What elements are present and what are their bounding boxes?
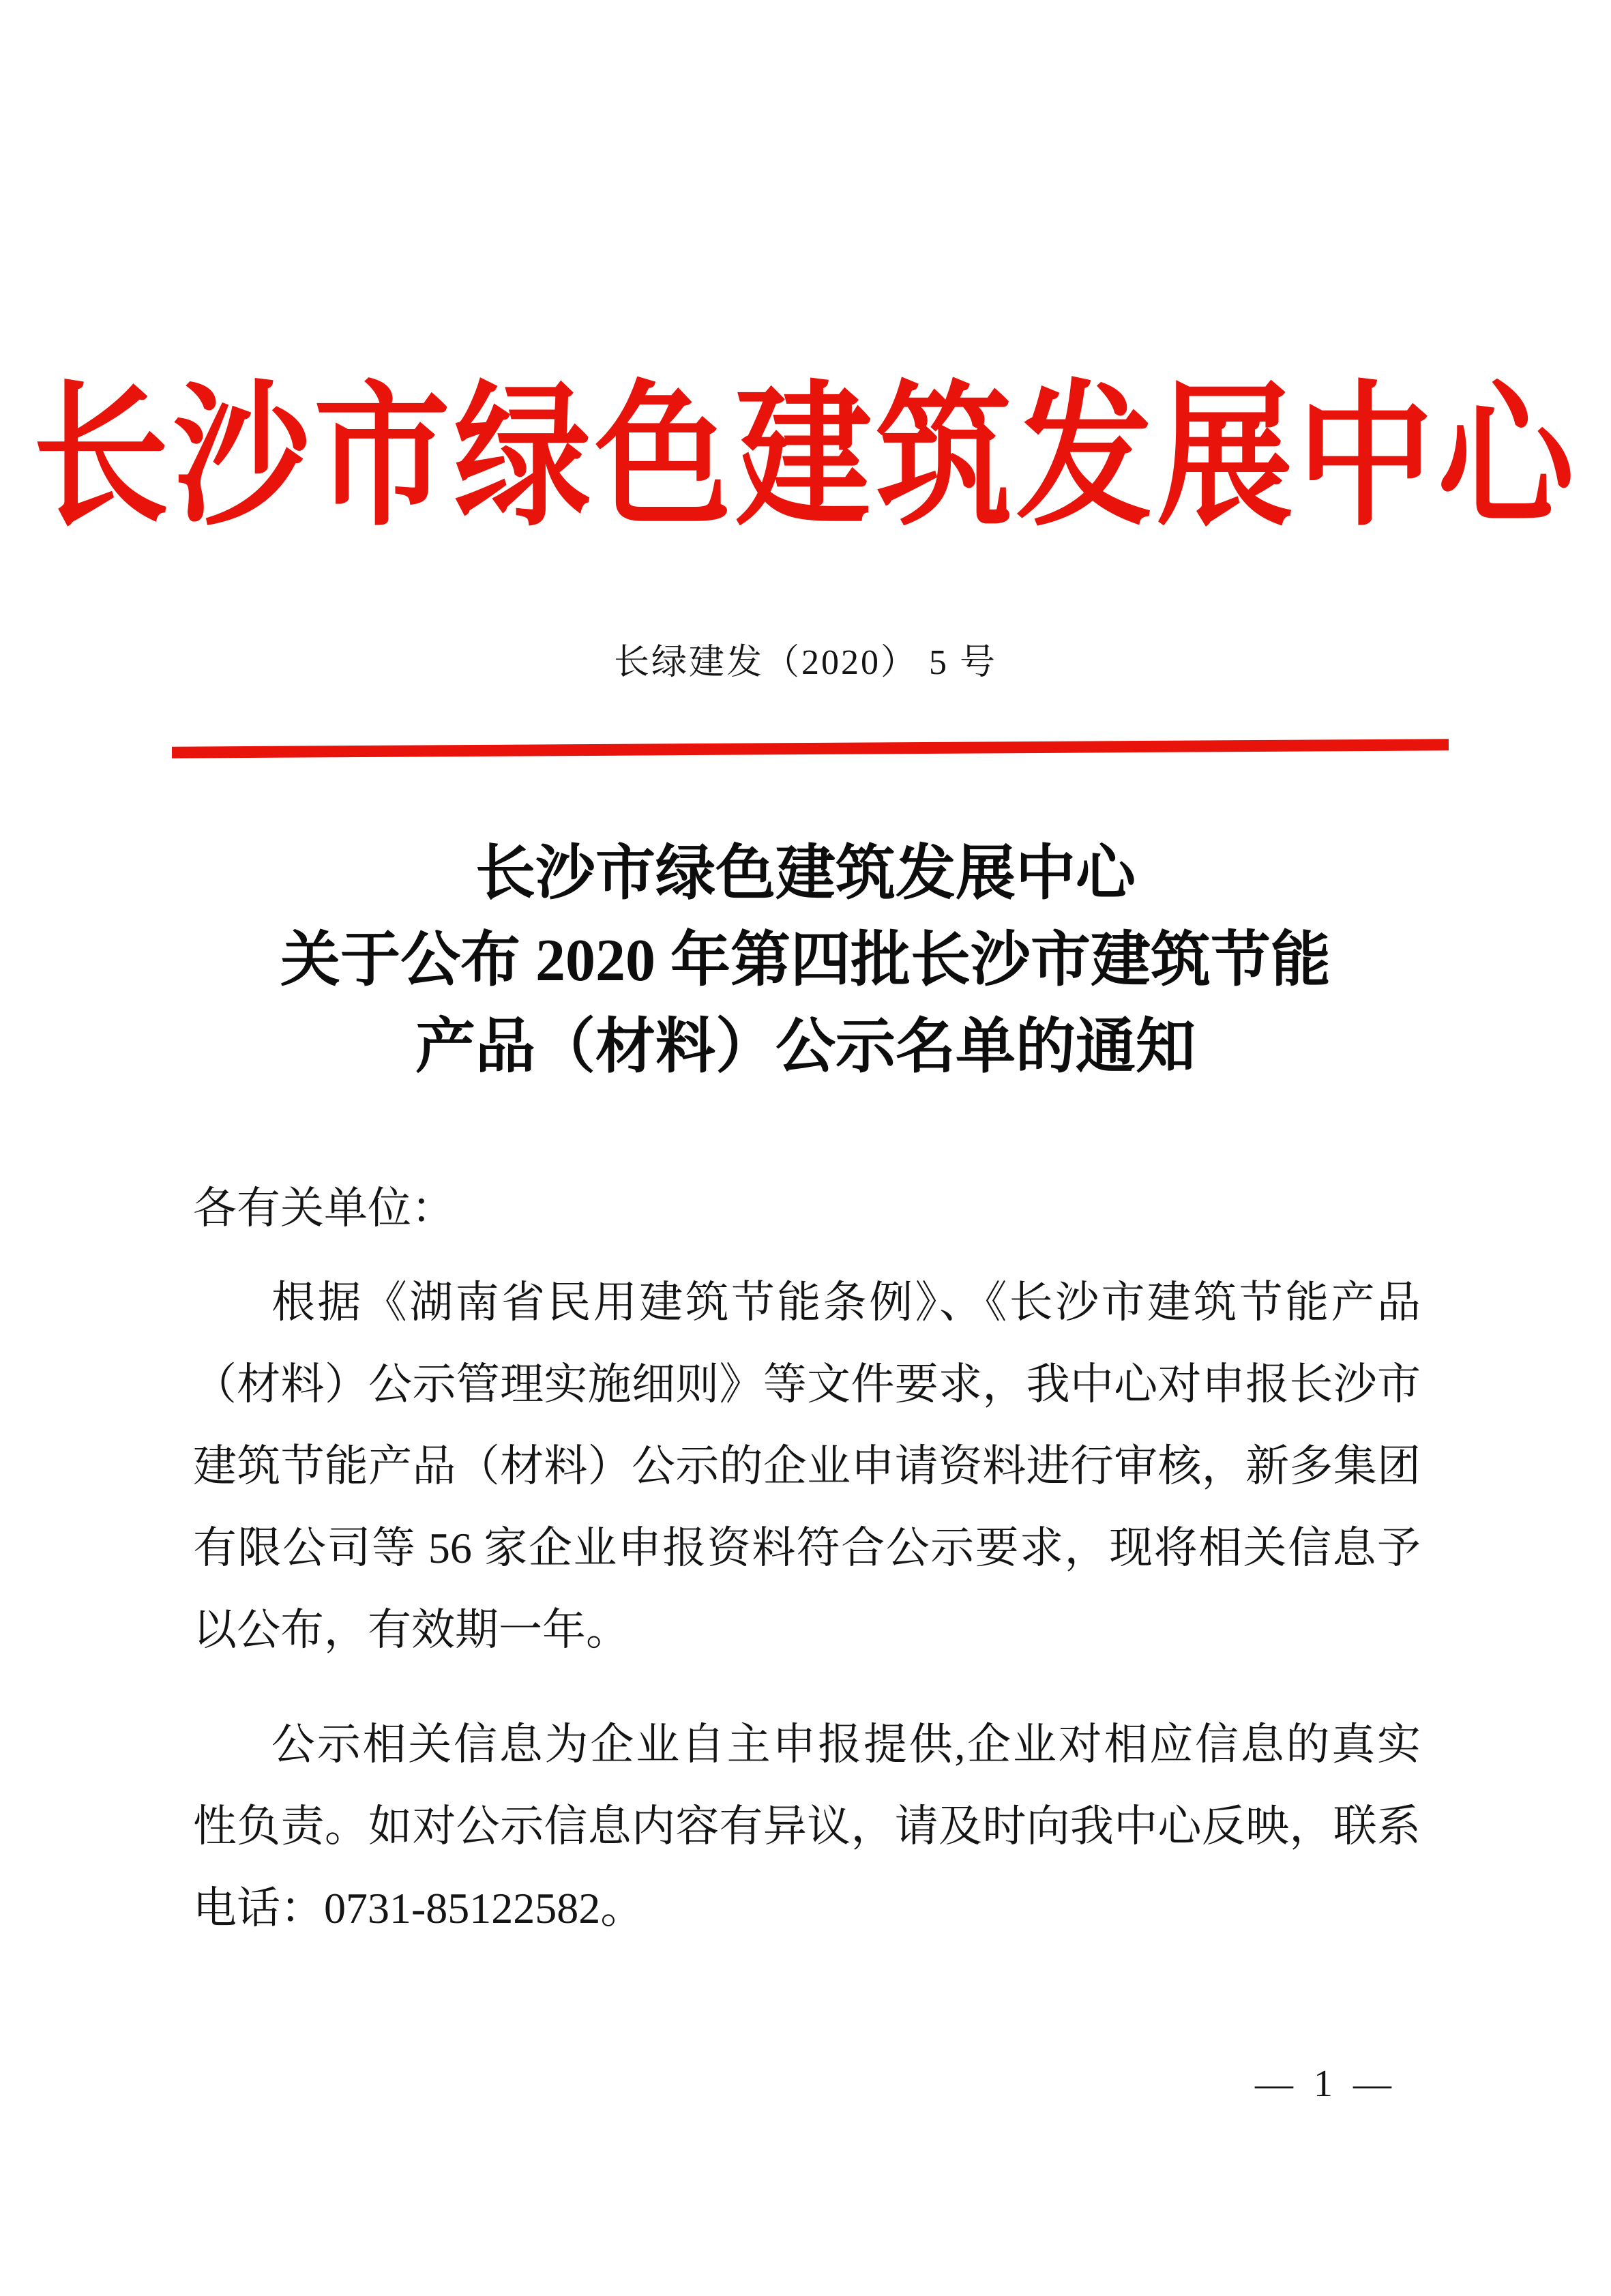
paragraph-2 [193,1704,1421,1949]
letterhead-title: 长沙市绿色建筑发展中心 [32,372,1578,545]
document-title [0,831,1611,1091]
text-line: 公示相关信息为企业自主申报提供,企业对相应信息的真实 [271,1720,1421,1769]
text-line: 建筑节能产品（材料）公示的企业申请资料进行审核，新多集团 [193,1442,1421,1490]
text-line: 性负责。如对公示信息内容有异议，请及时向我中心反映，联系 [193,1802,1421,1851]
text-line: 长沙市绿色建筑发展中心 [475,841,1136,907]
paragraph-1 [193,1262,1421,1671]
text-line: 产品（材料）公示名单的通知 [415,1014,1196,1080]
text-line: （材料）公示管理实施细则》等文件要求，我中心对申报长沙市 [193,1360,1421,1409]
text-line: 以公布，有效期一年。 [193,1606,630,1654]
text-line: 根据《湖南省民用建筑节能条例》、《长沙市建筑节能产品 [271,1278,1421,1327]
document-body [193,1168,1421,1949]
salutation: 各有关单位： [193,1184,455,1233]
red-separator-line [172,739,1449,758]
text-line: 电话：0731-85122582。 [193,1884,645,1932]
page-number: — 1 — [1255,2063,1397,2105]
doc-number: 长绿建发（2020） 5 号 [613,643,997,682]
text-line: 关于公布 2020 年第四批长沙市建筑节能 [280,928,1331,994]
text-line: 有限公司等 56 家企业申报资料符合公示要求，现将相关信息予 [193,1524,1421,1572]
